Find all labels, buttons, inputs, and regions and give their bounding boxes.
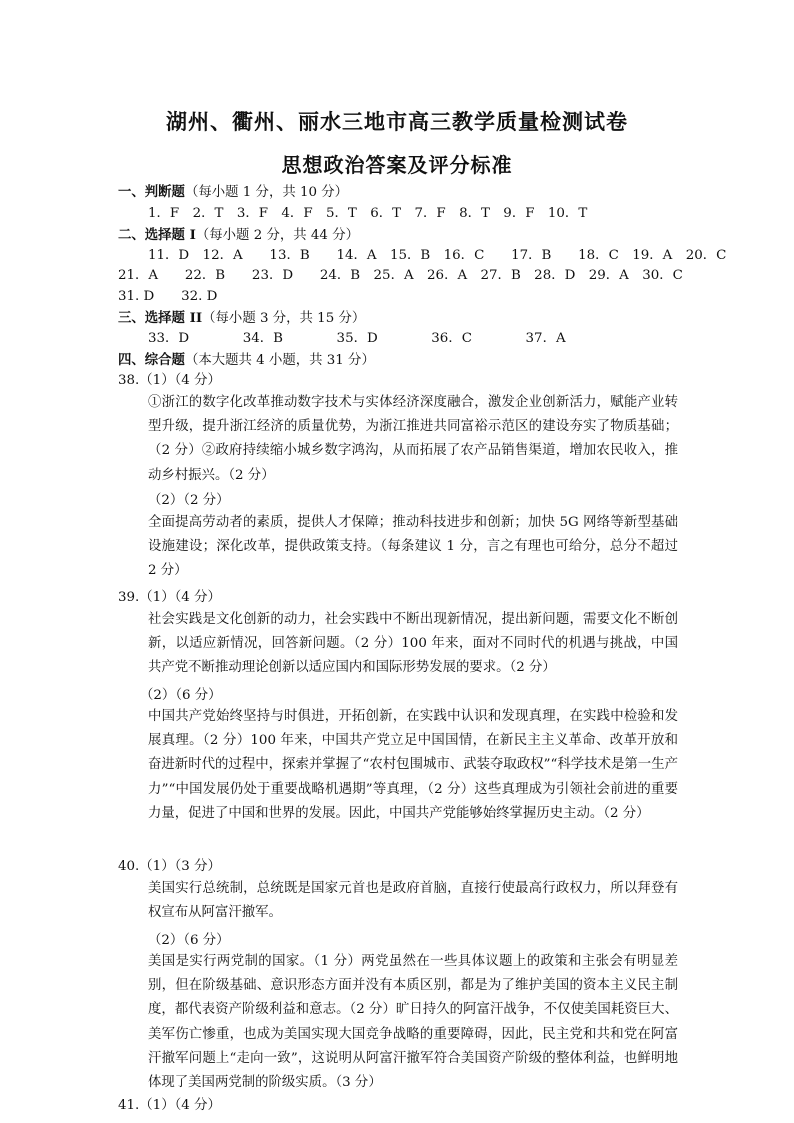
section-choice-1 xyxy=(118,226,359,245)
q40-part2-answer: 美国是实行两党制的国家。（1 分）两党虽然在一些具体议题上的政策和主张会有明显差别，但在阶级基础、意识形态方面并没有本质区别，都是为了维护美国的资本主义民主制度，都代表资产阶级利益和意志。（2 分）旷日持久的阿富汗战争，不仅使美国耗资巨大、美军伤亡惨重，也成为美国实现大国竞争战略的重要障碍，因此，民主党和共和党在阿富汗撤军问题上“走向一致”，这说明从阿富汗撤军符合美国资产阶级的整体利益，也鲜明地体现了美国两党制的阶级实质。（3 分） xyxy=(148,954,678,1091)
judgment-answers: 1．F 2．T 3．F 4．F 5．T 6．T 7．F 8．T 9．F 10．T xyxy=(148,206,588,221)
choice-1-answers-row-1: 11．D 12．A 13．B 14．A 15．B 16．C 17．B 18．C 19．A 20．C xyxy=(148,248,727,263)
q40-part1-label: 40.（1）（3 分） xyxy=(118,859,221,874)
page-subtitle: 思想政治答案及评分标准 xyxy=(281,153,513,177)
section-choice-2 xyxy=(118,309,365,328)
q39-part2-label: （2）（6 分） xyxy=(140,688,222,703)
choice-1-answers-row-2: 21．A 22．B 23．D 24．B 25．A 26．A 27．B 28．D 29．A 30．C xyxy=(118,268,683,283)
q39-part2-answer: 中国共产党始终坚持与时俱进，开拓创新，在实践中认识和发现真理，在实践中检验和发展真理。（2 分）100 年来，中国共产党立足中国国情，在新民主主义革命、改革开放和奋进新时代的过程中，探索并掌握了“农村包围城市、武装夺取政权”“科学技术是第一生产力”“中国发展仍处于重要战略机遇期”等真理，（2 分）这些真理成为引领社会前进的重要力量，促进了中国和世界的发展。因此，中国共产党能够始终掌握历史主动。（2 分） xyxy=(148,709,678,821)
q40-part2-label: （2）（6 分） xyxy=(148,933,230,948)
q38-part2-answer: 全面提高劳动者的素质，提供人才保障；推动科技进步和创新；加快 5G 网络等新型基础设施建设；深化改革，提供政策支持。（每条建议 1 分，言之有理也可给分，总分不超过 2 分） xyxy=(148,515,678,579)
q39-part1-label: 39.（1）（4 分） xyxy=(118,590,221,605)
section-note: （每小题 1 分，共 10 分） xyxy=(184,185,349,200)
q40-part1-answer: 美国实行总统制，总统既是国家元首也是政府首脑，直接行使最高行政权力，所以拜登有权宣布从阿富汗撤军。 xyxy=(148,881,678,921)
q38-part1-label: 38.（1）（4 分） xyxy=(118,373,221,388)
section-heading: 一、判断题 xyxy=(118,184,185,200)
section-note: （本大题共 4 小题，共 31 分） xyxy=(184,353,375,368)
section-note: （每小题 2 分，共 44 分） xyxy=(195,228,359,243)
section-note: （每小题 3 分，共 15 分） xyxy=(202,311,366,326)
q41-part1-label: 41.（1）（4 分） xyxy=(118,1098,221,1113)
page-title: 湖州、衢州、丽水三地市高三教学质量检测试卷 xyxy=(166,109,628,134)
section-comprehensive xyxy=(118,351,375,370)
q38-part1-answer: ①浙江的数字化改革推动数字技术与实体经济深度融合，激发企业创新活力，赋能产业转型升级，提升浙江经济的质量优势，为浙江推进共同富裕示范区的建设夯实了物质基础；（2 分）②政府持续缩小城乡数字鸿沟，从而拓展了农产品销售渠道，增加农民收入，推动乡村振兴。（2 分） xyxy=(148,395,678,483)
choice-1-answers-row-3: 31. D 32. D xyxy=(118,289,218,304)
q38-part2-label: （2）（2 分） xyxy=(148,493,230,508)
q39-part1-answer: 社会实践是文化创新的动力，社会实践中不断出现新情况，提出新问题，需要文化不断创新，以适应新情况，回答新问题。（2 分）100 年来，面对不同时代的机遇与挑战，中国共产党不断推动理论创新以适应国内和国际形势发展的要求。（2 分） xyxy=(148,612,678,676)
section-heading: 二、选择题 I xyxy=(118,227,196,243)
section-heading: 三、选择题 II xyxy=(118,310,203,326)
section-judgment xyxy=(118,183,348,202)
choice-2-answers: 33．D 34．B 35．D 36．C 37．A xyxy=(148,331,566,346)
section-heading: 四、综合题 xyxy=(118,352,185,368)
